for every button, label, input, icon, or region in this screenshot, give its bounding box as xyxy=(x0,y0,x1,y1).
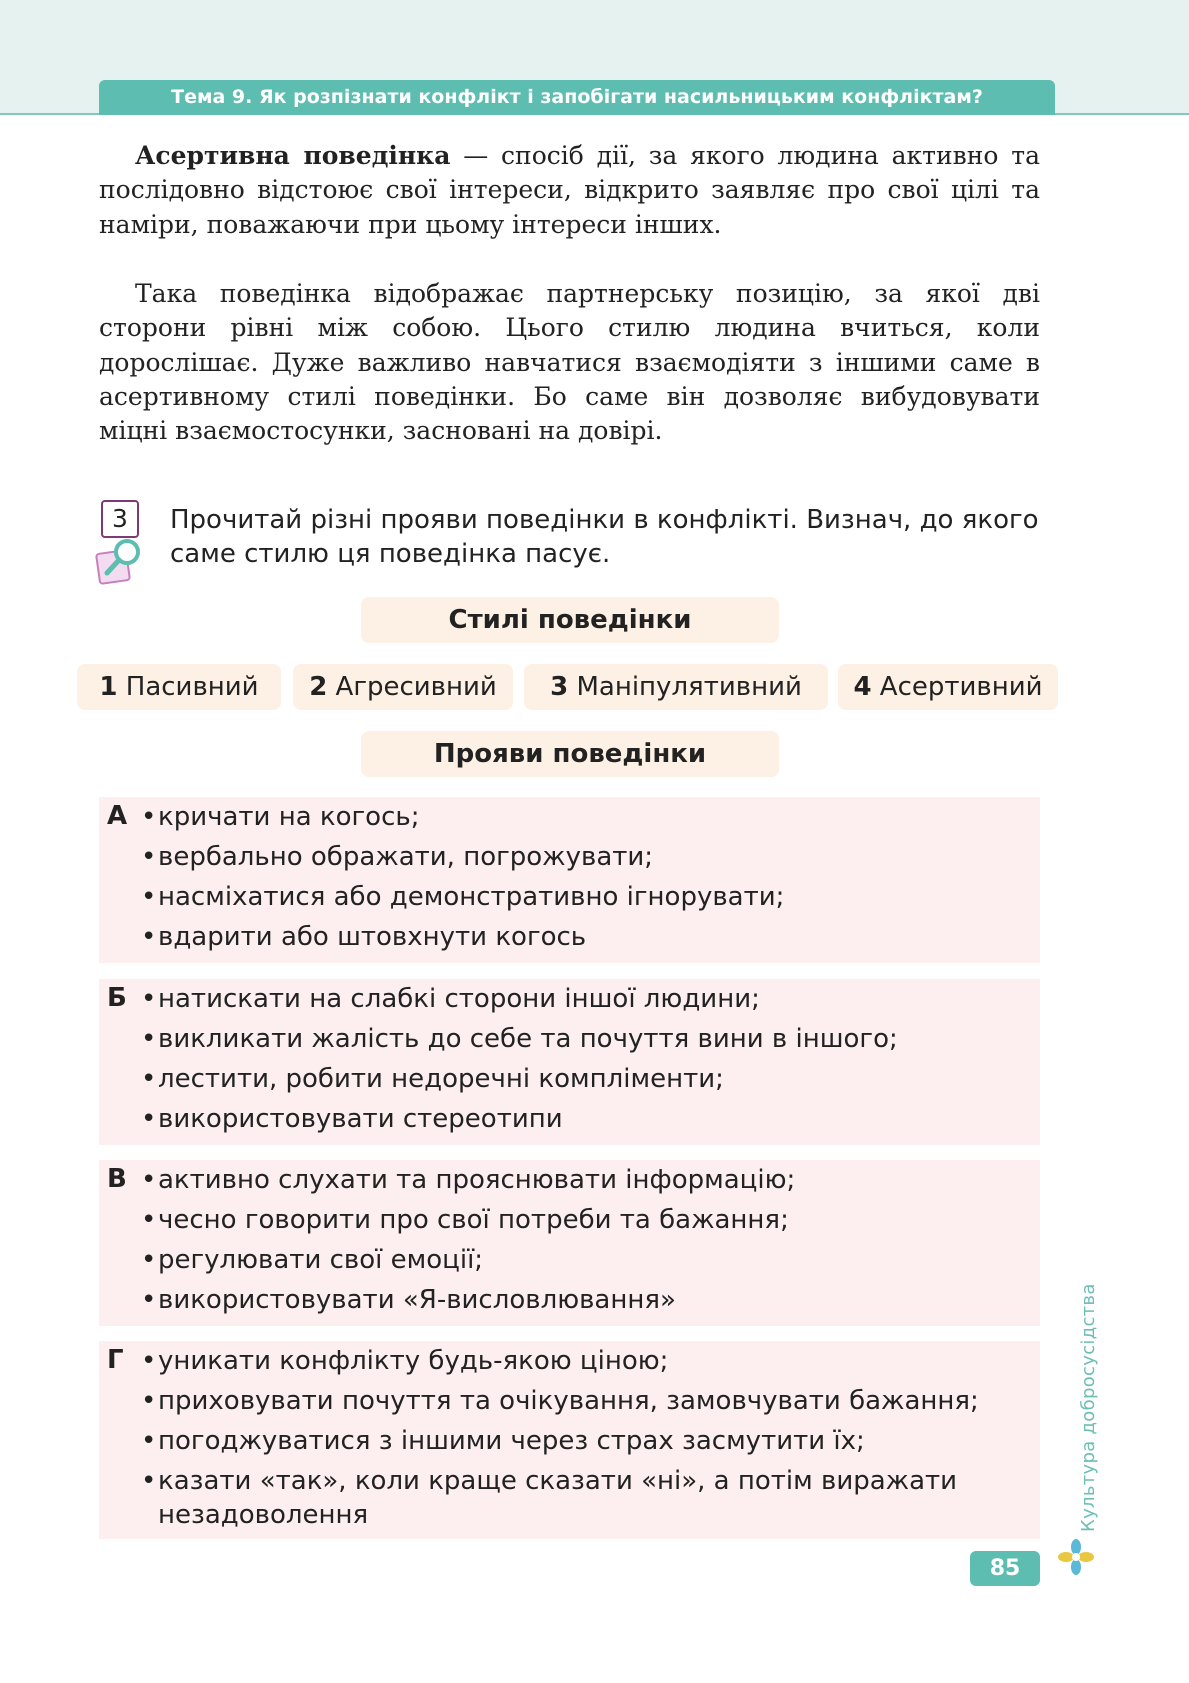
style-item-manipulative xyxy=(524,664,828,710)
list-item: • використовувати «Я-висловлювання» xyxy=(141,1280,1031,1320)
list-item: • викликати жалість до себе та почуття вини в іншого; xyxy=(141,1019,1031,1059)
style-item-aggressive xyxy=(293,664,513,710)
paragraph-explanation: Така поведінка відображає партнерську позицію, за якої дві сторони рівні між собою. Цього стилю людина вчиться, коли дорослішає. Дуже важливо навчатися взаємодіяти з іншими саме в асертивному стилі поведінки. Бо саме він дозволяє вибудовувати міцні взаємостосунки, засновані на довірі. xyxy=(99,279,1040,446)
style-label: Асертивний xyxy=(879,672,1043,702)
list-item: • уникати конфлікту будь-якою ціною; xyxy=(141,1341,1031,1381)
list-item: • активно слухати та прояснювати інформацію; xyxy=(141,1160,1031,1200)
flower-icon xyxy=(1058,1539,1094,1575)
list-item: • казати «так», коли краще сказати «ні», а потім виражати незадоволення xyxy=(141,1464,1031,1532)
page-number: 85 xyxy=(970,1551,1040,1586)
manifestation-group-b xyxy=(99,979,1040,1145)
style-number: 1 xyxy=(99,672,118,702)
list-item: • погоджуватися з іншими через страх засмутити їх; xyxy=(141,1421,1031,1461)
defined-term: Асертивна поведінка xyxy=(135,141,451,170)
list-item: • вдарити або штовхнути когось xyxy=(141,917,1031,957)
magnifier-icon xyxy=(92,534,148,590)
manifestations-heading: Прояви поведінки xyxy=(361,731,779,777)
group-letter: А xyxy=(107,801,128,831)
group-letter: В xyxy=(107,1164,127,1194)
group-letter: Б xyxy=(107,983,127,1013)
style-label: Пасивний xyxy=(125,672,259,702)
style-number: 2 xyxy=(309,672,328,702)
task-instruction: Прочитай різні прояви поведінки в конфлікті. Визнач, до якого саме стилю ця поведінка пасує. xyxy=(170,505,1039,569)
behavior-list xyxy=(141,797,1031,957)
list-item: • натискати на слабкі сторони іншої людини; xyxy=(141,979,1031,1019)
list-item: • використовувати стереотипи xyxy=(141,1099,1031,1139)
behavior-list xyxy=(141,979,1031,1139)
styles-heading: Стилі поведінки xyxy=(361,597,779,643)
definition-text: — спосіб дії, за якого людина активно та послідовно відстоює свої інтереси, відкрито заявляє про свої цілі та наміри, поважаючи при цьому інтереси інших. xyxy=(99,141,1040,239)
list-item: • лестити, робити недоречні компліменти; xyxy=(141,1059,1031,1099)
list-item: • вербально ображати, погрожувати; xyxy=(141,837,1031,877)
style-label: Агресивний xyxy=(335,672,497,702)
style-number: 4 xyxy=(853,672,872,702)
manifestation-group-a xyxy=(99,797,1040,963)
behavior-list xyxy=(141,1341,1031,1532)
list-item: • чесно говорити про свої потреби та бажання; xyxy=(141,1200,1031,1240)
paragraph-definition xyxy=(99,139,1040,242)
list-item: • насміхатися або демонстративно ігнорувати; xyxy=(141,877,1031,917)
style-item-passive xyxy=(77,664,281,710)
manifestation-group-v xyxy=(99,1160,1040,1326)
manifestation-group-h xyxy=(99,1341,1040,1539)
style-label: Маніпулятивний xyxy=(576,672,802,702)
group-letter: Г xyxy=(107,1345,124,1375)
list-item: • регулювати свої емоції; xyxy=(141,1240,1031,1280)
style-number: 3 xyxy=(550,672,569,702)
behavior-list xyxy=(141,1160,1031,1320)
section-title-vertical: Культура добросусідства xyxy=(1078,1283,1099,1532)
list-item: • приховувати почуття та очікування, замовчувати бажання; xyxy=(141,1381,1031,1421)
task-number: 3 xyxy=(101,500,139,538)
topic-header: Тема 9. Як розпізнати конфлікт і запобігати насильницьким конфліктам? xyxy=(99,80,1055,115)
list-item: • кричати на когось; xyxy=(141,797,1031,837)
style-item-assertive xyxy=(838,664,1058,710)
